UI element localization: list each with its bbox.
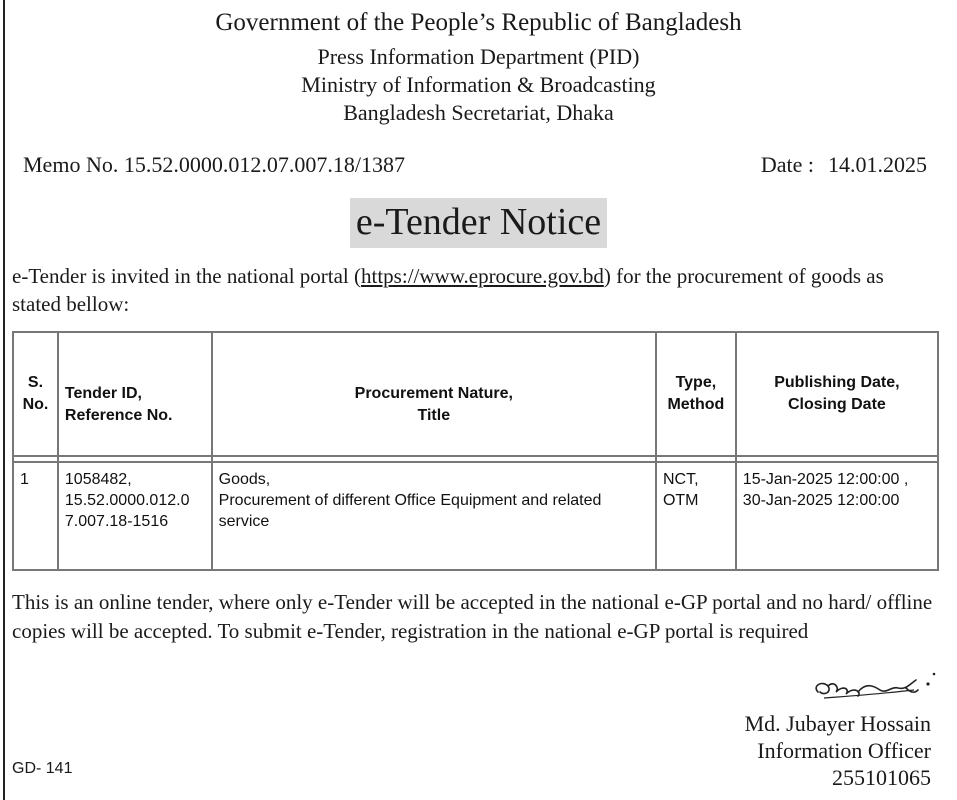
ad-code: GD- 141 (12, 760, 73, 777)
nature-line-1: Goods, (218, 471, 271, 488)
signatory-phone: 255101065 (832, 765, 931, 790)
header-tender-line-2: Reference No. (64, 407, 173, 424)
eprocure-portal-link[interactable]: https://www.eprocure.gov.bd (361, 264, 604, 288)
nature-line-2: Procurement of different Office Equipment and related service (218, 492, 602, 530)
cell-dates (736, 462, 938, 570)
table-header-row (13, 332, 938, 456)
signatory-designation: Information Officer (757, 738, 931, 763)
header-serial-line-1: S. (27, 374, 44, 391)
header-tender-id (58, 332, 212, 456)
notice-title: e-Tender Notice (350, 198, 607, 248)
header-nature-line-1: Procurement Nature, (354, 385, 513, 402)
header-serial-line-2: No. (22, 396, 49, 413)
intro-text-after: ) for the procurement of goods as stated bellow: (12, 264, 884, 316)
tender-table (12, 331, 939, 571)
header-tender-line-1: Tender ID, (64, 385, 142, 402)
header-type-method (656, 332, 736, 456)
memo-date (761, 152, 927, 178)
cell-type-method (656, 462, 736, 570)
header-dates-line-2: Closing Date (788, 396, 886, 413)
header-serial-no (13, 332, 58, 456)
government-heading: Government of the People’s Republic of Bangladesh (215, 9, 742, 36)
online-tender-note: This is an online tender, where only e-Tender will be accepted in the national e-GP portal and no hard/ offline copies will be accepted. To submit e-Tender, registration in the national e-GP portal is required (12, 590, 933, 643)
table-row (13, 462, 938, 570)
intro-paragraph (12, 262, 932, 318)
signatory-block (745, 710, 931, 791)
intro-text-before: e-Tender is invited in the national portal ( (12, 264, 362, 288)
header-type-line-1: Type, (675, 374, 717, 391)
cell-tender-id (58, 462, 212, 570)
date-label: Date : (760, 152, 814, 177)
ministry-heading: Ministry of Information & Broadcasting (301, 72, 656, 97)
publishing-date: 15-Jan-2025 12:00:00 , (742, 471, 909, 488)
tender-id-line-2: 15.52.0000.012.0 (64, 492, 190, 509)
location-heading: Bangladesh Secretariat, Dhaka (343, 100, 614, 125)
tender-id-line-1: 1058482, (64, 471, 132, 488)
department-heading: Press Information Department (PID) (317, 44, 640, 69)
type-line-1: NCT, (662, 471, 699, 488)
cell-procurement-nature (212, 462, 656, 570)
memo-number: Memo No. 15.52.0000.012.07.007.18/1387 (23, 152, 405, 177)
tender-id-line-3: 7.007.18-1516 (64, 513, 169, 530)
date-value: 14.01.2025 (828, 152, 927, 177)
header-nature-line-2: Title (417, 407, 451, 424)
signatory-name: Md. Jubayer Hossain (744, 711, 931, 736)
type-line-2: OTM (662, 492, 699, 509)
header-procurement-nature (212, 332, 656, 456)
signature-image (810, 668, 940, 708)
notice-title-wrap (0, 198, 957, 248)
header-dates-line-1: Publishing Date, (774, 374, 900, 391)
header-type-line-2: Method (667, 396, 725, 413)
closing-date: 30-Jan-2025 12:00:00 (742, 492, 900, 509)
cell-serial-no: 1 (13, 462, 58, 570)
header-dates (736, 332, 938, 456)
